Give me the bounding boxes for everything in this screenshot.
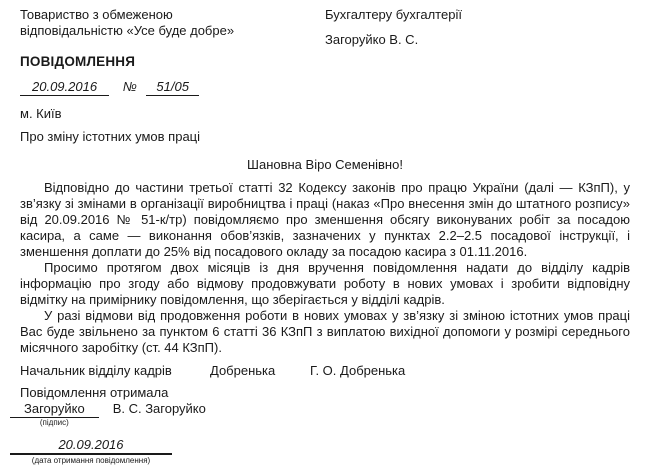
received-signature: Загоруйко xyxy=(10,401,99,418)
company-block xyxy=(20,7,325,47)
doc-number: 51/05 xyxy=(146,79,199,96)
doc-number-sign: № xyxy=(122,79,137,94)
received-date-caption: (дата отримання повідомлення) xyxy=(31,456,151,465)
recipient-block xyxy=(325,7,630,47)
signatory-position: Начальник відділу кадрів xyxy=(20,363,172,378)
body-paragraph-3: У разі відмови від продовження роботи в нових умовах у зв’язку зі зміною істотних умов праці Вас буде звільнено за пунктом 6 статті 36 КЗпП з виплатою вихідної допомоги у розмірі середнього місячного заробітку (ст. 44 КЗпП). xyxy=(20,308,630,355)
signatory-name: Г. О. Добренька xyxy=(310,363,406,378)
salutation: Шановна Віро Семенівно! xyxy=(247,157,403,172)
doc-date-number-line xyxy=(20,79,630,94)
received-date-block xyxy=(10,437,172,466)
company-name-line2: відповідальністю «Усе буде добре» xyxy=(20,23,235,38)
body-paragraph-2: Просимо протягом двох місяців із дня вручення повідомлення надати до відділу кадрів інформацію про згоду або відмову продовжувати роботу в нових умовах і зробити відповідну відмітку на примірнику повідомлення, що зберігається у відділі кадрів. xyxy=(20,260,630,307)
recipient-name: Загоруйко В. С. xyxy=(325,32,419,47)
received-label: Повідомлення отримала xyxy=(20,385,169,400)
recipient-title: Бухгалтеру бухгалтерії xyxy=(325,7,462,22)
signatory-row xyxy=(20,363,630,378)
document-header xyxy=(20,7,630,47)
document-body xyxy=(20,180,630,356)
doc-city: м. Київ xyxy=(20,106,62,121)
received-signature-row xyxy=(20,401,630,428)
doc-subject: Про зміну істотних умов праці xyxy=(20,129,201,144)
received-date: 20.09.2016 xyxy=(10,437,172,455)
body-paragraph-1: Відповідно до частини третьої статті 32 Кодексу законів про працю України (далі — КЗпП), у зв’язку зі змінами в організації виробництва і праці (наказ «Про внесення змін до штатного розпису» від 20.09.2016 № 51-к/тр) повідомляємо про зменшення обсягу виконуваних робіт за посадою касира, а саме — виконання обов’язків, зазначених у пунктах 2.2–2.5 посадової інструкції, і зменшення доплати до 25% від посадового окладу за посадою касира з 01.11.2016. xyxy=(20,180,630,259)
signatory-signature: Добренька xyxy=(210,363,276,378)
signature-caption: (підпис) xyxy=(39,418,69,427)
received-signature-block xyxy=(10,401,99,428)
company-name-line1: Товариство з обмеженою xyxy=(20,7,173,22)
received-name: В. С. Загоруйко xyxy=(112,401,206,416)
doc-date: 20.09.2016 xyxy=(20,79,109,96)
doc-type-title: ПОВІДОМЛЕННЯ xyxy=(20,54,136,69)
